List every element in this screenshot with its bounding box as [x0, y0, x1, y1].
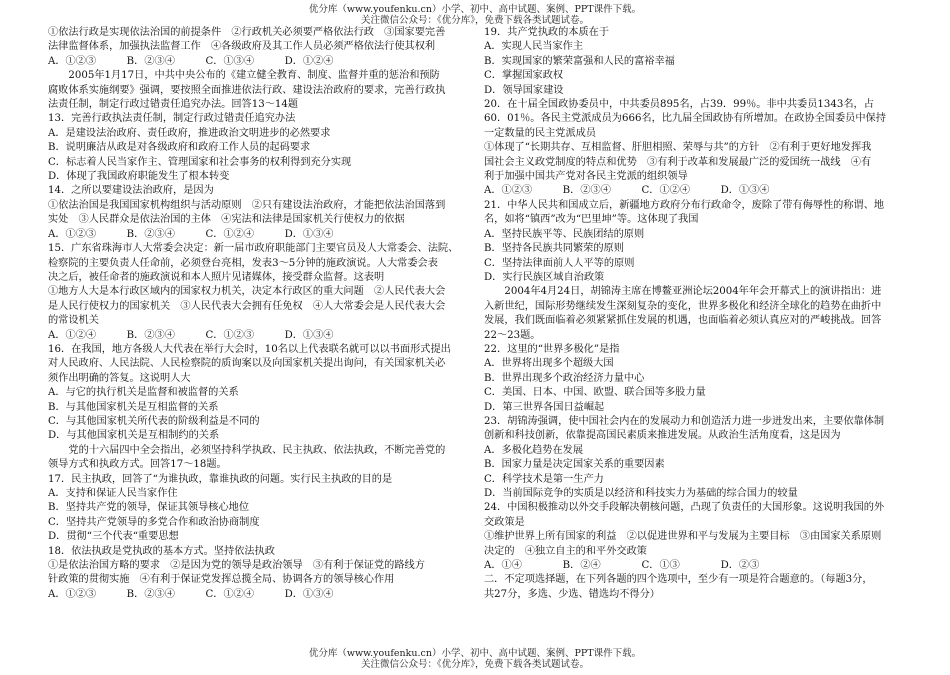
text-line: 20．在十届全国政协委员中，中共委员895名，占39．99％。非中共委员1343名，占 [484, 99, 874, 111]
text-line: C．科学技术是第一生产力 [484, 473, 604, 485]
text-line: 15．广东省珠海市人大常委会决定：新一届市政府职能部门主要官员及人大常委会、法院、 [48, 243, 459, 255]
text-line: 2004年4月24日，胡锦涛主席在博鳌亚洲论坛2004年年会开幕式上的演讲指出：进 [504, 286, 882, 298]
text-line: A．实现人民当家作主 [484, 41, 584, 53]
text-line: 创新和科技创新，依靠提高国民素质来推进发展。从政治生活角度看，这是因为 [484, 430, 841, 442]
header-line-1: 优分库（www.youfenku.cn）小学、初中、高中试题、案例、PPT课件下载。 [308, 4, 642, 15]
text-line: A．支持和保证人民当家作住 [48, 488, 178, 499]
text-line: 22．这里的“世界多极化”是指 [484, 343, 620, 355]
text-line: 14．之所以要建设法治政府，是因为 [48, 185, 214, 197]
text-line: 16．在我国，地方各级人大代表在举行大会时，10名以上代表联名就可以以书面形式提出 [48, 343, 451, 355]
text-line: A．①②③ B．②③④ C．①③④ D．①②④ [48, 55, 334, 67]
text-line: ①地方人大是本行政区域内的国家权力机关，决定本行政区的重大问题 ②人民代表大会 [48, 286, 446, 298]
text-line: 21．中华人民共和国成立后，新疆地方政府分布行政命令，废除了带有侮辱性的称谓、地 [484, 199, 885, 211]
header-line-2: 关注微信公众号：《优分库》，免费下载各类试题试卷。 [360, 15, 589, 26]
text-line: D．当前国际竞争的实质是以经济和科技实力为基础的综合国力的较量 [484, 488, 798, 499]
text-line: 二．不定项选择题，在下列各题的四个选项中，至少有一项是符合题意的。（每题3分， [484, 574, 873, 586]
left-column [48, 26, 466, 602]
text-line: C．与其他国家机关所代表的阶级利益是不同的 [48, 415, 260, 427]
text-line: 对人民政府、人民法院、人民检察院的质询案以及向国家机关提出询问，有关国家机关必 [48, 358, 446, 370]
text-line: 实处 ③人民群众是依法治国的主体 ④宪法和法律是国家机关行使权力的依据 [48, 214, 405, 226]
text-line: 一定数量的民主党派成员 [484, 127, 597, 139]
text-line: A．①②④ B．②③④ C．①②③ D．①③④ [48, 329, 334, 341]
text-line: 入新世纪，国际形势继续发生深刻复杂的变化，世界多极化和经济全球化的趋势在曲折中 [484, 300, 882, 312]
text-line: A．①②③ B．②③④ C．①②④ D．①③④ [484, 185, 770, 197]
text-line: A．①④ B．②④ C．①③ D．②③ [484, 560, 760, 572]
text-line: 决定的 ④独立自主的和平外交政策 [484, 545, 647, 557]
right-column [484, 26, 904, 602]
text-line: D．体现了我国政府职能发生了根本转变 [48, 171, 230, 183]
text-line: 国社会主义政党制度的特点和优势 ③有利于改革和发展最广泛的爱国统一战线 ④有 [484, 156, 872, 168]
page-footer [0, 648, 950, 670]
text-line: 法律监督体系，加强执法监督工作 ④各级政府及其工作人员必须严格依法行使其权利 [48, 41, 436, 53]
text-line: B．国家力量是决定国家关系的重要因素 [484, 459, 665, 471]
text-line: 13．完善行政执法责任制，制定行政过错责任追究办法 [48, 113, 296, 125]
text-line: C．坚持共产党领导的多党合作和政治协商制度 [48, 516, 260, 528]
text-line: 18．依法执政是党执政的基本方式。坚持依法执政 [48, 545, 275, 557]
text-line: B．坚持共产党的领导，保证其领导核心地位 [48, 502, 250, 514]
text-line: B．说明廉洁从政是对各级政府和政府工作人员的起码要求 [48, 142, 311, 154]
text-line: A．坚持民族平等、民族团结的原则 [484, 228, 645, 240]
text-line: 检察院的主要负责人任命前，必须登台亮相，发表3～5分钟的施政演说。人大常委会表 [48, 257, 438, 269]
text-line: ①是依法治国方略的要求 ②是因为党的领导是政治领导 ③有利于保证党的路线方 [48, 560, 425, 572]
text-line: A．与它的执行机关是监督和被监督的关系 [48, 387, 239, 399]
text-line: 发展，我们既面临着必须紧紧抓住发展的机遇，也面临着必须认真应对的严峻挑战。回答 [484, 315, 882, 327]
text-line: D．第三世界各国日益崛起 [484, 401, 605, 413]
text-line: A．①②③ B．②③④ C．①②④ D．①③④ [48, 588, 334, 600]
text-line: B．世界出现多个政治经济力量中心 [484, 372, 645, 384]
text-line: 22～23题。 [484, 329, 541, 341]
text-line: B．与其他国家机关是互相监督的关系 [48, 401, 219, 413]
text-line: 是人民行使权力的国家机关 ③人民代表大会拥有任免权 ④人大常委会是人民代表大会 [48, 300, 446, 312]
text-line: D．与其他国家机关是互相制约的关系 [48, 430, 220, 442]
text-line: D．贯彻“三个代表“重要思想 [48, 531, 179, 543]
text-line: ①依法行政是实现依法治国的前提条件 ②行政机关必须要严格依法行政 ③国家要完善 [48, 27, 446, 38]
text-line: A．是建设法治政府、责任政府，推进政治文明进步的必然要求 [48, 127, 331, 139]
text-line: 党的十六届四中全会指出，必须坚持科学执政、民主执政、依法执政，不断完善党的 [68, 444, 446, 456]
text-line: B．实现国家的繁荣富强和人民的富裕幸福 [484, 55, 675, 67]
page-header [0, 4, 950, 26]
text-line: A．①②③ B．②③④ C．①②④ D．①③④ [48, 228, 334, 240]
text-line: D．领导国家建设 [484, 84, 564, 96]
text-line: 交政策是 [484, 516, 525, 528]
text-line: 领导方式和执政方式。回答17～18题。 [48, 459, 227, 471]
text-line: 19．共产党执政的本质在于 [484, 27, 610, 38]
text-line: 60．01％。各民主党派成员为666名，比九届全国政协有所增加。在政协全国委员中保持 [484, 113, 886, 125]
text-line: ①维护世界上所有国家的利益 ②以促进世界和平与发展为主要目标 ③由国家关系原则 [484, 531, 882, 543]
text-line: ①体现了“长期共存、互相监督、肝胆相照、荣辱与共”的方针 ②有利于更好地发挥我 [484, 142, 872, 154]
text-line: 名，如将“镇西”改为“巴里坤”等。这体现了我国 [484, 214, 699, 226]
text-line: C．美国、日本、中国、欧盟、联合国等多股力量 [484, 387, 706, 399]
text-line: 2005年1月17日，中共中央公布的《建立健全教育、制度、监督并重的惩治和预防 [68, 70, 440, 82]
text-line: C．标志着人民当家作主、管理国家和社会事务的权利得到充分实现 [48, 156, 352, 168]
text-line: 共27分，多选、少选、错选均不得分） [484, 588, 660, 600]
text-line: B．坚持各民族共同繁荣的原则 [484, 243, 624, 255]
text-line: 17．民主执政，回答了“为谁执政，靠谁执政的问题。实行民主执政的目的是 [48, 473, 393, 485]
text-line: ①依法治国是我国国家机构组织与活动原则 ②只有建设法治政府，才能把依法治国落到 [48, 199, 446, 211]
text-line: 法责任制，制定行政过错责任追究办法。回答13～14题 [48, 99, 299, 111]
text-line: C．坚持法律面前人人平等的原则 [484, 257, 635, 269]
text-line: D．实行民族区域自治政策 [484, 271, 605, 283]
text-line: 的常设机关 [48, 315, 99, 327]
text-line: 须作出明确的答复。这说明人大 [48, 372, 191, 384]
text-line: A．多极化趋势在发展 [484, 444, 584, 456]
text-line: 决之后，被任命者的施政演说和本人照片见诸媒体，接受群众监督。这表明 [48, 271, 385, 283]
text-line: 利于加强中国共产党对各民主党派的组织领导 [484, 171, 688, 183]
text-line: 23．胡锦涛强调，使中国社会内在的发展动力和创造活力进一步迸发出来，主要依靠体制 [484, 415, 885, 427]
text-line: C．掌握国家政权 [484, 70, 564, 82]
footer-line-1: 优分库（www.youfenku.cn）小学、初中、高中试题、案例、PPT课件下载。 [308, 648, 642, 659]
text-line: 24．中国积极推动以外交手段解决朝核问题，凸现了负责任的大国形象。这说明我国的外 [484, 502, 885, 514]
text-line: A．世界将出现多个超级大国 [484, 358, 614, 370]
text-line: 针政策的贯彻实施 ④有利于保证党发挥总揽全局、协调各方的领导核心作用 [48, 574, 395, 586]
footer-line-2: 关注微信公众号：《优分库》，免费下载各类试题试卷。 [360, 659, 589, 670]
text-line: 腐败体系实施纲要》强调，要按照全面推进依法行政、建设法治政府的要求，完善行政执 [48, 84, 446, 96]
